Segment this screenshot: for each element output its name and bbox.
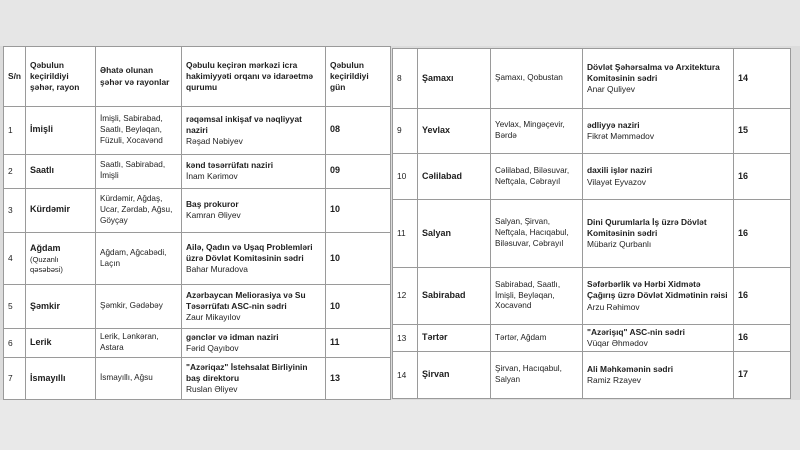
table-row (4, 188, 391, 233)
official-cell (182, 107, 326, 155)
official-cell (182, 233, 326, 285)
header-city: Qəbulun keçirildiyi şəhər, rayon (26, 47, 96, 107)
city-cell (26, 328, 96, 358)
official-name: Fərid Qayıbov (186, 343, 239, 354)
day-cell: 17 (734, 352, 791, 399)
city-cell (26, 233, 96, 285)
day-cell: 16 (734, 154, 791, 200)
city-name: Saatlı (30, 165, 55, 176)
official-position: Səfərbərlik və Hərbi Xidmətə Çağırış üzrə Dövlət Xidmətinin rəisi (587, 279, 728, 301)
day-cell: 16 (734, 325, 791, 352)
day-cell: 08 (326, 107, 391, 155)
official-cell (182, 358, 326, 400)
city-name: Yevlax (422, 125, 451, 136)
coverage-cell: Cəlilabad, Biləsuvar, Neftçala, Cəbrayıl (491, 154, 583, 200)
city-cell (26, 188, 96, 233)
official-cell (182, 285, 326, 328)
city-name: Kürdəmir (30, 204, 71, 215)
city-cell (418, 352, 491, 399)
official-name: İnam Kərimov (186, 171, 238, 182)
table-row (393, 49, 791, 109)
official-position: Ali Məhkəmənin sədri (587, 364, 674, 375)
city-cell (26, 358, 96, 400)
coverage-cell: Kürdəmir, Ağdaş, Ucar, Zərdab, Ağsu, Göyçay (96, 188, 182, 233)
row-number: 13 (393, 325, 418, 352)
official-cell (583, 200, 734, 268)
day-cell: 15 (734, 109, 791, 154)
table-row (4, 154, 391, 188)
day-cell: 13 (326, 358, 391, 400)
table-row (393, 109, 791, 154)
day-cell: 10 (326, 188, 391, 233)
header-sn: S/n (4, 47, 26, 107)
official-cell (583, 109, 734, 154)
day-cell: 14 (734, 49, 791, 109)
row-number: 6 (4, 328, 26, 358)
table-row (4, 107, 391, 155)
coverage-cell: Ağdam, Ağcabədi, Laçın (96, 233, 182, 285)
official-position: Azərbaycan Meliorasiya və Su Təsərrüfatı ASC-nin sədri (186, 289, 306, 311)
row-number: 11 (393, 200, 418, 268)
official-cell (583, 352, 734, 399)
background-top (0, 0, 800, 46)
official-position: Dini Qurumlarla İş üzrə Dövlət Komitəsinin sədri (587, 216, 707, 238)
city-name: İmişli (30, 124, 54, 135)
right-table-panel (392, 48, 790, 398)
official-cell (583, 49, 734, 109)
coverage-cell: Yevlax, Mingəçevir, Bərdə (491, 109, 583, 154)
city-name: Tərtər (422, 332, 448, 343)
official-cell (182, 328, 326, 358)
official-name: Ruslan Əliyev (186, 384, 238, 395)
official-name: Rəşad Nəbiyev (186, 135, 243, 146)
official-position: rəqəmsal inkişaf və nəqliyyat naziri (186, 113, 302, 135)
city-name: Ağdam (30, 242, 61, 253)
official-name: Vilayət Eyvazov (587, 176, 646, 187)
official-position: Dövlət Şəhərsalma və Arxitektura Komitəsinin sədri (587, 61, 720, 83)
official-cell (182, 154, 326, 188)
day-cell: 11 (326, 328, 391, 358)
city-cell (418, 49, 491, 109)
day-cell: 09 (326, 154, 391, 188)
official-name: Bahar Muradova (186, 264, 248, 275)
city-subtitle: (Quzanlı qəsəbəsi) (30, 254, 63, 274)
official-cell (583, 154, 734, 200)
official-position: "Azərişıq" ASC-nin sədri (587, 327, 685, 337)
table-row (393, 200, 791, 268)
city-cell (418, 268, 491, 325)
city-name: Salyan (422, 227, 452, 238)
coverage-cell: Şirvan, Hacıqabul, Salyan (491, 352, 583, 399)
coverage-cell: Saatlı, Sabirabad, İmişli (96, 154, 182, 188)
city-cell (418, 109, 491, 154)
table-row (4, 358, 391, 400)
official-cell (182, 188, 326, 233)
day-cell: 16 (734, 268, 791, 325)
table-row (4, 233, 391, 285)
row-number: 1 (4, 107, 26, 155)
table-row (393, 325, 791, 352)
coverage-cell: Salyan, Şirvan, Neftçala, Hacıqabul, Biləsuvar, Cəbrayıl (491, 200, 583, 268)
row-number: 3 (4, 188, 26, 233)
coverage-cell: Lerik, Lənkəran, Astara (96, 328, 182, 358)
row-number: 12 (393, 268, 418, 325)
table-row (393, 352, 791, 399)
official-position: gənclər və idman naziri (186, 331, 279, 342)
city-name: Şirvan (422, 369, 450, 380)
city-name: Lerik (30, 337, 52, 348)
official-cell (583, 325, 734, 352)
row-number: 7 (4, 358, 26, 400)
official-name: Mübariz Qurbanlı (587, 239, 652, 250)
city-cell (418, 200, 491, 268)
row-number: 8 (393, 49, 418, 109)
official-name: Vüqar Əhmədov (587, 338, 648, 349)
header-coverage: Əhatə olunan şəhər və rayonlar (96, 47, 182, 107)
city-cell (26, 154, 96, 188)
table-row (393, 154, 791, 200)
official-name: Kamran Əliyev (186, 210, 241, 221)
day-cell: 10 (326, 285, 391, 328)
coverage-cell: Tərtər, Ağdam (491, 325, 583, 352)
left-table-panel (3, 46, 390, 400)
schedule-table-right (392, 48, 791, 399)
coverage-cell: İsmayıllı, Ağsu (96, 358, 182, 400)
official-name: Ramiz Rzayev (587, 375, 641, 386)
row-number: 5 (4, 285, 26, 328)
day-cell: 10 (326, 233, 391, 285)
row-number: 4 (4, 233, 26, 285)
city-name: İsmayıllı (30, 372, 66, 383)
city-name: Sabirabad (422, 290, 466, 301)
official-name: Zaur Mikayılov (186, 312, 241, 323)
city-name: Şəmkir (30, 300, 61, 311)
city-cell (26, 107, 96, 155)
city-name: Şamaxı (422, 72, 454, 83)
city-name: Cəlilabad (422, 170, 463, 181)
header-day: Qəbulun keçirildiyi gün (326, 47, 391, 107)
table-row (4, 328, 391, 358)
row-number: 9 (393, 109, 418, 154)
city-cell (418, 325, 491, 352)
table-row (393, 268, 791, 325)
table-row (4, 285, 391, 328)
header-official: Qəbulu keçirən mərkəzi icra hakimiyyəti orqanı və idarəetmə qurumu (182, 47, 326, 107)
header-row (4, 47, 391, 107)
official-position: Ailə, Qadın və Uşaq Problemləri üzrə Dövlət Komitəsinin sədri (186, 242, 313, 264)
official-position: daxili işlər naziri (587, 165, 653, 176)
official-position: ədliyyə naziri (587, 119, 640, 130)
official-position: Baş prokuror (186, 199, 239, 210)
official-position: kənd təsərrüfatı naziri (186, 160, 274, 171)
official-name: Anar Quliyev (587, 84, 635, 95)
day-cell: 16 (734, 200, 791, 268)
coverage-cell: Şamaxı, Qobustan (491, 49, 583, 109)
official-name: Fikrət Məmmədov (587, 131, 655, 141)
coverage-cell: Sabirabad, Saatlı, İmişli, Beyləqan, Xocavənd (491, 268, 583, 325)
background-bottom (0, 400, 800, 450)
coverage-cell: İmişli, Sabirabad, Saatlı, Beyləqan, Füzuli, Xocavənd (96, 107, 182, 155)
coverage-cell: Şəmkir, Gədəbəy (96, 285, 182, 328)
official-position: "Azəriqaz" İstehsalat Birliyinin baş direktoru (186, 362, 308, 384)
official-cell (583, 268, 734, 325)
official-name: Arzu Rəhimov (587, 301, 640, 312)
schedule-table-left (3, 46, 391, 400)
city-cell (26, 285, 96, 328)
row-number: 10 (393, 154, 418, 200)
city-cell (418, 154, 491, 200)
row-number: 14 (393, 352, 418, 399)
row-number: 2 (4, 154, 26, 188)
